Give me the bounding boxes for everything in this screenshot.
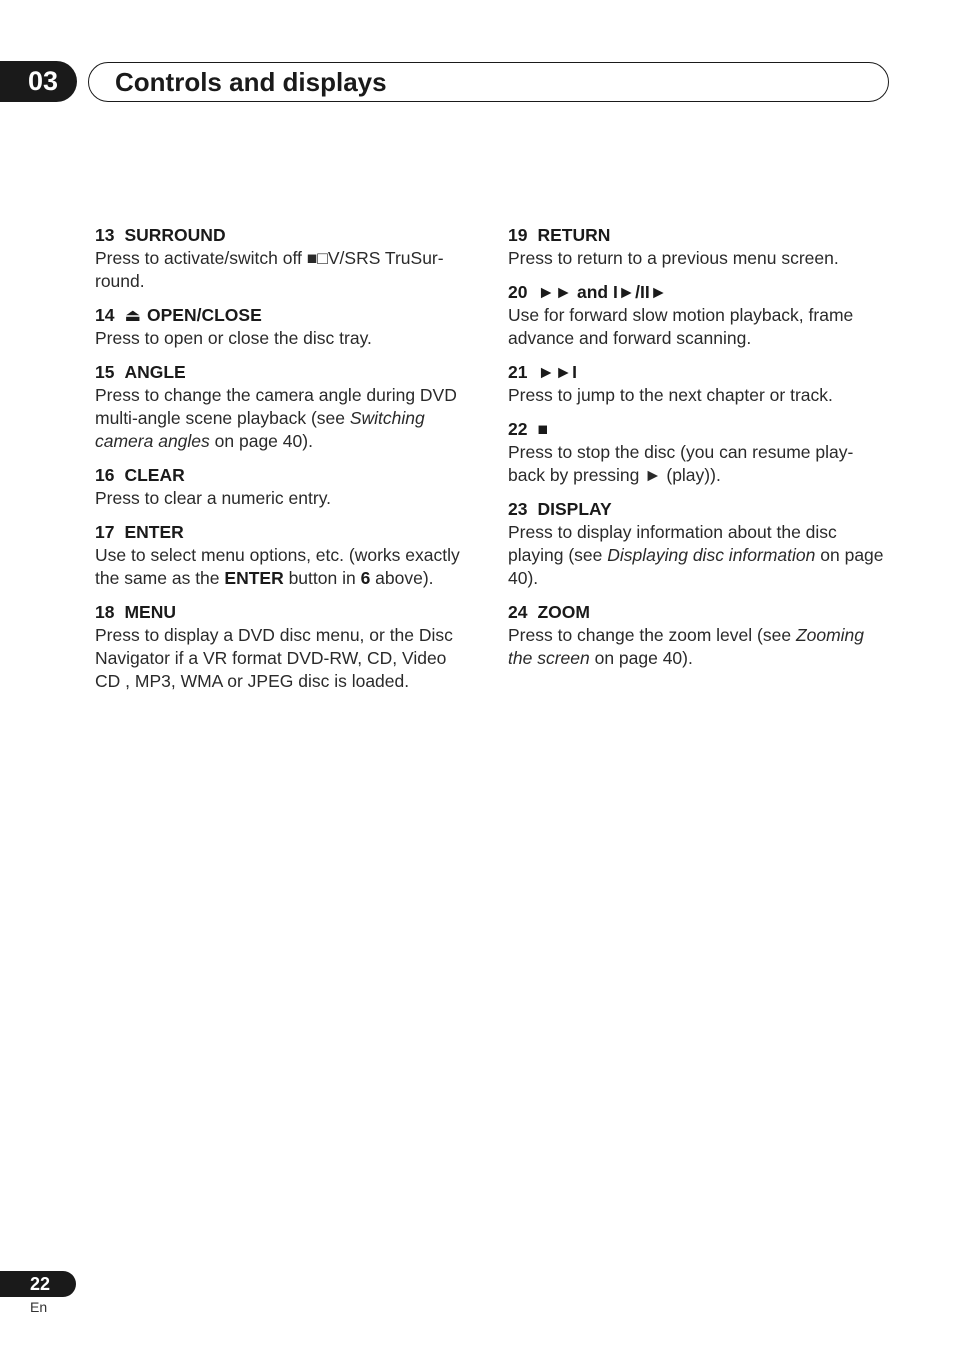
title-frame — [88, 62, 889, 102]
control-item-heading — [508, 601, 888, 624]
control-item-number: 16 — [95, 465, 115, 485]
control-item-description — [95, 327, 475, 350]
description-text: on page 40). — [589, 648, 693, 668]
control-item-description — [95, 544, 475, 590]
control-item-label: ENTER — [124, 522, 184, 542]
control-item-number: 23 — [508, 499, 528, 519]
chapter-number-tab: 03 — [0, 61, 77, 102]
cross-reference: Displaying disc information — [607, 545, 816, 565]
description-text: Press to return to a previous menu screen. — [508, 248, 839, 268]
control-item-description — [508, 384, 888, 407]
control-item-description — [95, 624, 475, 693]
description-text: Press to open or close the disc tray. — [95, 328, 372, 348]
eject-icon: ⏏ — [124, 305, 142, 325]
description-text: on page 40). — [209, 431, 313, 451]
control-item-19 — [508, 224, 888, 270]
control-item-heading — [508, 224, 888, 247]
control-item-18 — [95, 601, 475, 693]
control-item-number: 24 — [508, 602, 528, 622]
control-item-description — [95, 487, 475, 510]
control-item-label: CLEAR — [124, 465, 185, 485]
control-item-label: MENU — [124, 602, 176, 622]
description-text: Press to display a DVD disc menu, or the Disc Navigator if a VR format DVD-RW, CD, Video CD , MP3, WMA or JPEG disc is loaded. — [95, 625, 453, 691]
cross-reference: Switching camera angles — [95, 408, 425, 451]
control-item-label: ANGLE — [124, 362, 186, 382]
emphasis-text: 6 — [360, 568, 371, 588]
control-item-description — [508, 247, 888, 270]
control-item-17 — [95, 521, 475, 590]
control-item-description — [508, 624, 888, 670]
description-text: ■□ — [306, 248, 328, 268]
control-item-number: 15 — [95, 362, 115, 382]
control-item-description — [95, 384, 475, 453]
control-item-14 — [95, 304, 475, 350]
description-text: button in — [283, 568, 361, 588]
control-item-label: RETURN — [537, 225, 611, 245]
control-item-description — [508, 441, 888, 487]
page-number: 22 — [0, 1271, 76, 1297]
description-text: above). — [370, 568, 434, 588]
description-text: Press to stop the disc (you can resume play-back by pressing ► (play)). — [508, 442, 854, 485]
description-text: Press to clear a numeric entry. — [95, 488, 332, 508]
control-item-label: ►► and I►/II► — [537, 282, 668, 302]
control-item-heading — [95, 521, 475, 544]
control-item-description — [95, 247, 475, 293]
control-item-number: 22 — [508, 419, 528, 439]
control-item-label: ■ — [537, 419, 549, 439]
control-item-heading — [508, 498, 888, 521]
control-item-heading — [95, 304, 475, 327]
control-item-number: 19 — [508, 225, 528, 245]
description-text: Use to select menu options, etc. (works exactly the same as the — [95, 545, 460, 588]
emphasis-text: ENTER — [224, 568, 284, 588]
description-text: Press to change the zoom level (see — [508, 625, 796, 645]
page-title: Controls and displays — [115, 67, 387, 97]
control-item-heading — [95, 601, 475, 624]
control-item-label: SURROUND — [124, 225, 226, 245]
description-text: Press to display information about the disc playing (see — [508, 522, 837, 565]
control-item-heading — [508, 281, 888, 304]
description-text: on page 40). — [508, 545, 884, 588]
control-item-number: 21 — [508, 362, 528, 382]
control-item-description — [508, 304, 888, 350]
control-item-24 — [508, 601, 888, 670]
control-item-heading — [508, 418, 888, 441]
cross-reference: Zooming the screen — [508, 625, 865, 668]
control-item-number: 20 — [508, 282, 528, 302]
description-text: Press to jump to the next chapter or track. — [508, 385, 833, 405]
description-text: V/SRS TruSur-round. — [95, 248, 444, 291]
left-column — [95, 224, 475, 704]
control-item-heading — [508, 361, 888, 384]
description-text: Use for forward slow motion playback, frame advance and forward scanning. — [508, 305, 854, 348]
control-item-15 — [95, 361, 475, 453]
right-column — [508, 224, 888, 681]
control-item-heading — [95, 464, 475, 487]
control-item-number: 14 — [95, 305, 115, 325]
control-item-number: 13 — [95, 225, 115, 245]
control-item-20 — [508, 281, 888, 350]
control-item-number: 17 — [95, 522, 115, 542]
control-item-label: DISPLAY — [537, 499, 612, 519]
language-label: En — [30, 1299, 48, 1315]
control-item-label: ZOOM — [537, 602, 590, 622]
control-item-13 — [95, 224, 475, 293]
control-item-number: 18 — [95, 602, 115, 622]
control-item-22 — [508, 418, 888, 487]
description-text: Press to change the camera angle during DVD multi-angle scene playback (see — [95, 385, 457, 428]
description-text: Press to activate/switch off — [95, 248, 307, 268]
control-item-16 — [95, 464, 475, 510]
control-item-21 — [508, 361, 888, 407]
control-item-23 — [508, 498, 888, 590]
control-item-label: OPEN/CLOSE — [147, 305, 262, 325]
control-item-heading — [95, 224, 475, 247]
control-item-label: ►►I — [537, 362, 577, 382]
control-item-description — [508, 521, 888, 590]
control-item-heading — [95, 361, 475, 384]
